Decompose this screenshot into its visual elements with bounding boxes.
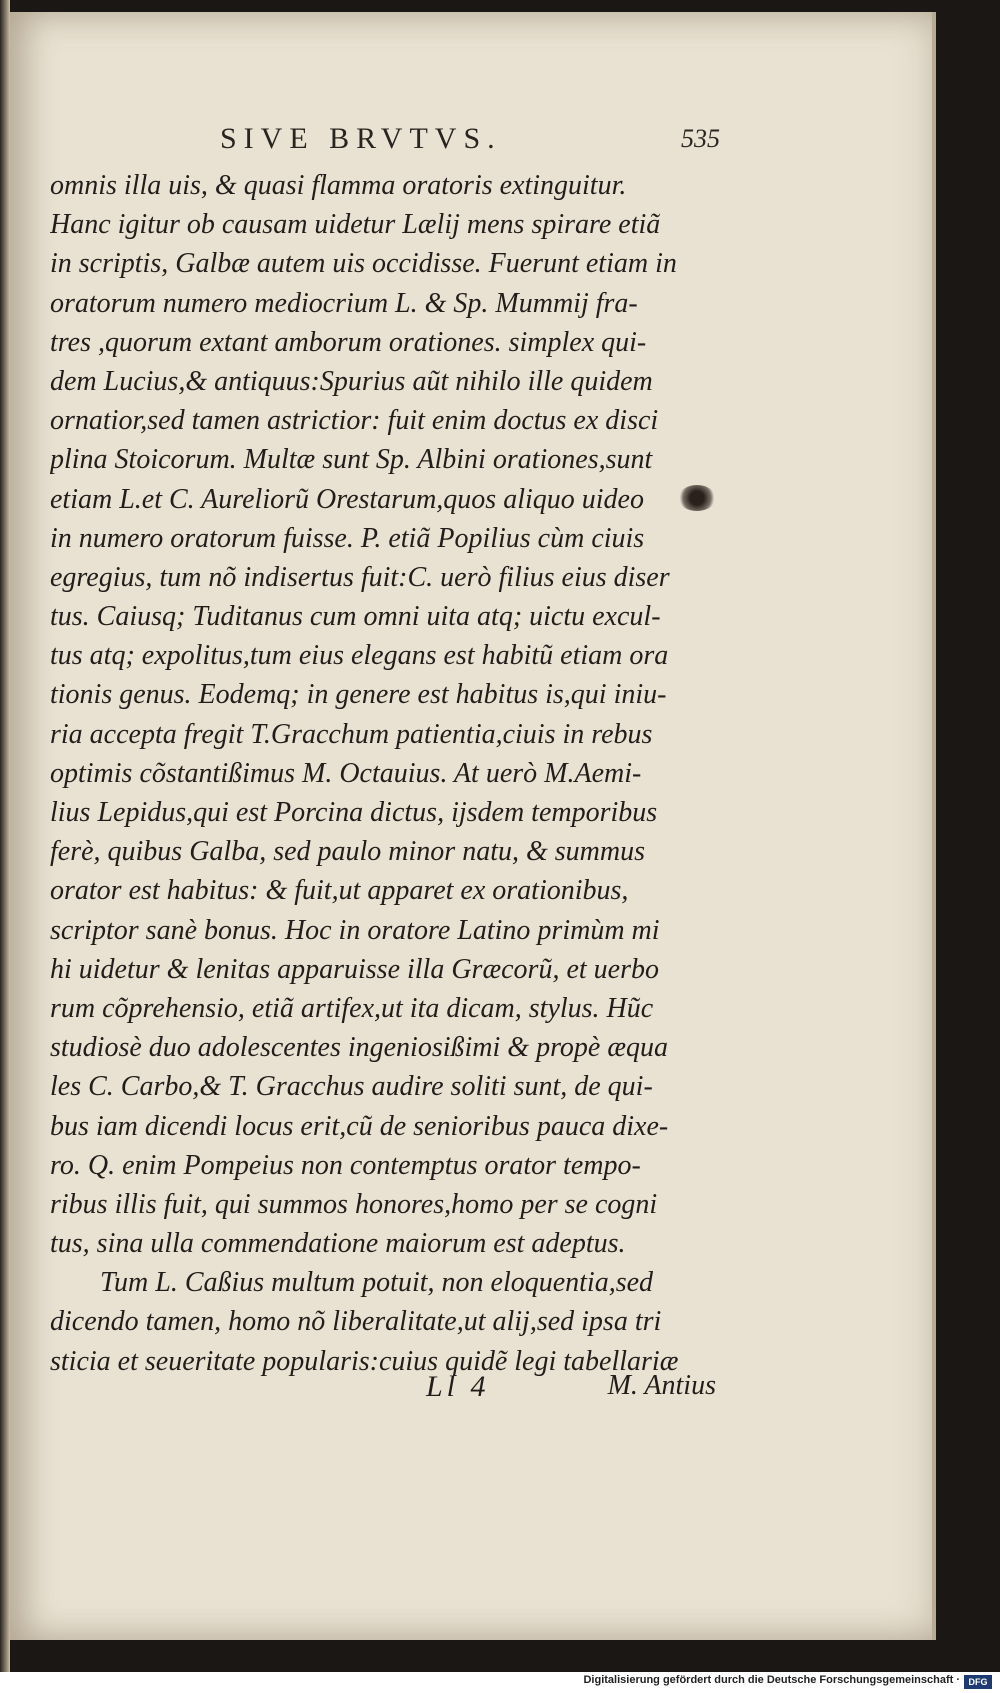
text-line: tres ,quorum extant amborum orationes. simplex qui- [50,326,647,358]
funding-credit: Digitalisierung gefördert durch die Deutsche Forschungsgemeinschaft · [583,1674,960,1686]
text-line: sticia et seueritate popularis:cuius quidẽ legi tabellariæ [50,1345,679,1377]
dfg-logo-icon: DFG [964,1675,992,1689]
text-line: in numero oratorum fuisse. P. etiã Popilius cùm ciuis [50,522,645,554]
text-line: tus, sina ulla commendatione maiorum est adeptus. [50,1228,626,1260]
text-line: oratorum numero mediocrium L. & Sp. Mummij fra- [50,287,638,319]
page-fore-edge [932,12,936,1640]
text-line: tus. Caiusq; Tuditanus cum omni uita atq; uictu excul- [50,601,661,633]
text-line: ro. Q. enim Pompeius non contemptus orator tempo- [50,1149,641,1181]
signature-mark: Ll 4 [426,1370,490,1403]
running-head [210,122,720,162]
text-line: studiosè duo adolescentes ingeniosißimi & propè æqua [50,1032,669,1064]
text-line: lius Lepidus,qui est Porcina dictus, ijsdem temporibus [50,797,658,828]
credit-band [0,1672,1000,1693]
text-line: in scriptis, Galbæ autem uis occidisse. Fuerunt etiam in [50,248,677,280]
text-line: omnis illa uis, & quasi flamma oratoris extinguitur. [50,170,627,201]
text-line: orator est habitus: & fuit,ut apparet ex orationibus, [50,875,629,907]
text-line: egregius, tum nõ indisertus fuit:C. uerò filius eius diser [50,561,670,593]
text-line: tionis genus. Eodemq; in genere est habitus is,qui iniu- [50,679,667,711]
running-title: SIVE BRVTVS. [220,122,502,155]
text-line: tus atq; expolitus,tum eius elegans est habitũ etiam ora [50,640,669,672]
text-line: bus iam dicendi locus erit,cũ de senioribus pauca dixe- [50,1110,669,1142]
text-line: optimis cõstantißimus M. Octauius. At uerò M.Aemi- [50,757,642,789]
text-line: dem Lucius,& antiquus:Spurius aũt nihilo ille quidem [50,365,653,397]
text-line: les C. Carbo,& T. Gracchus audire soliti sunt, de qui- [50,1071,653,1103]
paragraph-start-line: Tum L. Caßius multum potuit, non eloquentia,sed [100,1267,654,1299]
catchword: M. Antius [607,1370,716,1401]
text-line: plina Stoicorum. Multæ sunt Sp. Albini orationes,sunt [50,444,653,476]
ink-blot-mark [678,485,716,511]
text-line: ferè, quibus Galba, sed paulo minor natu, & summus [50,836,645,868]
text-line: scriptor sanè bonus. Hoc in oratore Latino primùm mi [50,914,660,946]
text-line: ornatior,sed tamen astrictior: fuit enim doctus ex disci [50,405,659,437]
text-line: ribus illis fuit, qui summos honores,homo per se cogni [50,1188,658,1220]
text-line: dicendo tamen, homo nõ liberalitate,ut alij,sed ipsa tri [50,1306,662,1338]
signature-line [426,1370,726,1410]
book-gutter-edge [0,0,10,1693]
text-line: Hanc igitur ob causam uidetur Lælij mens spirare etiã [50,209,661,241]
page-number: 535 [681,124,720,153]
text-line: rum cõprehensio, etiã artifex,ut ita dicam, stylus. Hũc [50,992,654,1024]
text-line: ria accepta fregit T.Gracchum patientia,ciuis in rebus [50,718,653,750]
body-text [50,166,726,1381]
text-line: etiam L.et C. Aureliorũ Orestarum,quos aliquo uideo [50,483,644,515]
text-line: hi uidetur & lenitas apparuisse illa Græcorũ, et uerbo [50,953,659,985]
